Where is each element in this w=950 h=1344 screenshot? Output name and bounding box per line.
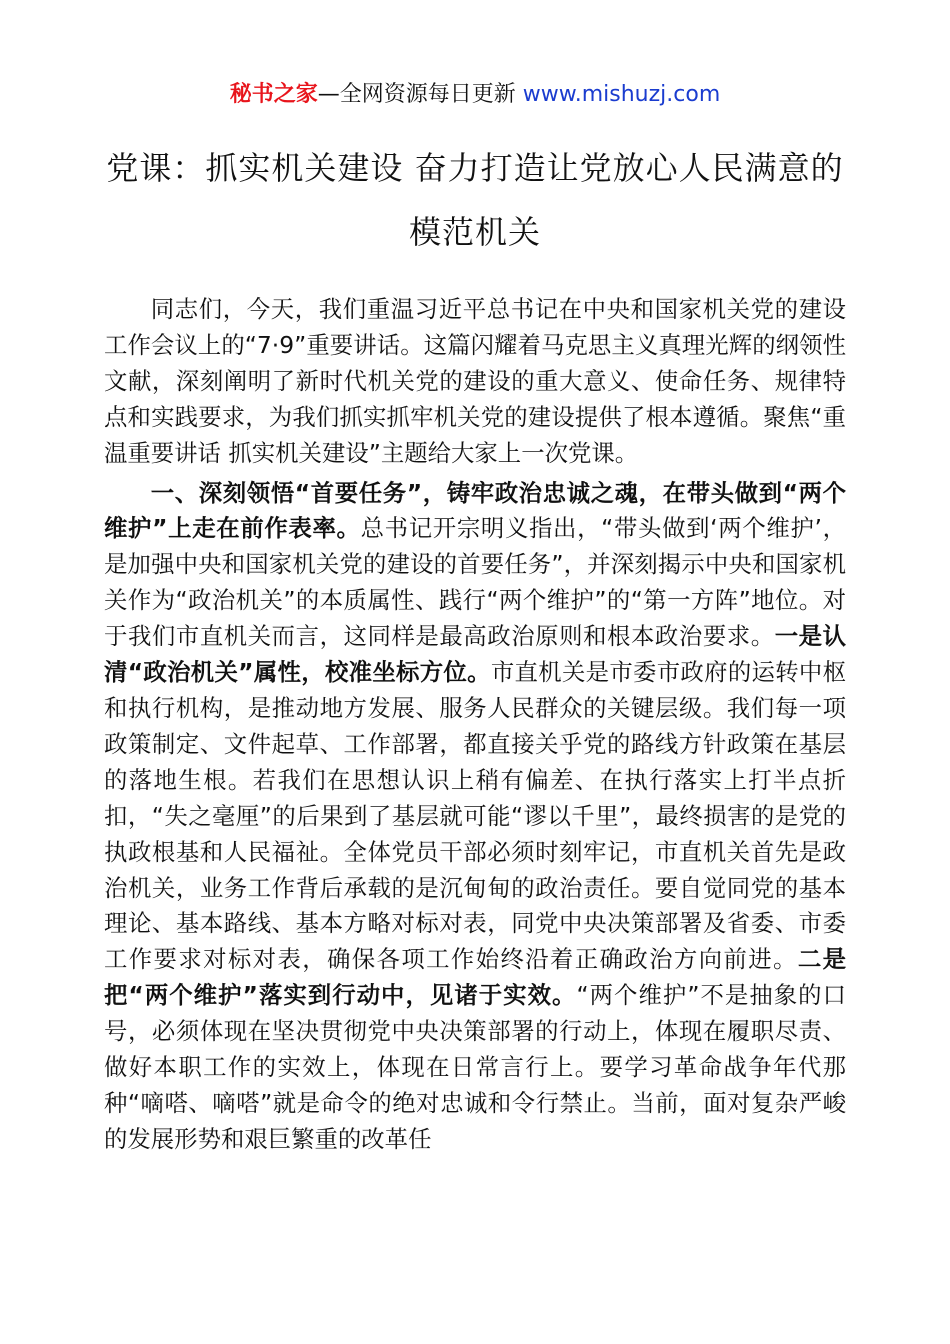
paragraph-intro: 同志们，今天，我们重温习近平总书记在中央和国家机关党的建设工作会议上的“7·9”重要讲话。这篇闪耀着马克思主义真理光辉的纲领性文献，深刻阐明了新时代机关党的建设的重大意义、使命任务、规律特点和实践要求，为我们抓实抓牢机关党的建设提供了根本遵循。聚焦“重温重要讲话 抓实机关建设”主题给大家上一次党课。: [104, 295, 846, 467]
paragraph-section-1: [104, 476, 846, 1158]
document-title: 党课：抓实机关建设 奋力打造让党放心人民满意的模范机关: [106, 149, 844, 251]
paragraph-text: “两个维护”不是抽象的口号，必须体现在坚决贯彻党中央决策部署的行动上，体现在履职尽责、做好本职工作的实效上，体现在日常言行上。要学习革命战争年代那种“嘀嗒、嘀嗒”就是命令的绝对忠诚和令行禁止。当前，面对复杂严峻的发展形势和艰巨繁重的改革任: [104, 981, 846, 1153]
sub-heading-2: 二是把“两个维护”落实到行动中，见诸于实效。: [104, 945, 846, 1010]
site-header: [0, 78, 950, 112]
site-brand: 秘书之家: [229, 82, 318, 107]
paragraph-text: 市直机关是市委市政府的运转中枢和执行机构，是推动地方发展、服务人民群众的关键层级。我们每一项政策制定、文件起草、工作部署，都直接关乎党的路线方针政策在基层的落地生根。若我们在思想认识上稍有偏差、在执行落实上打半点折扣，“失之毫厘”的后果到了基层就可能“谬以千里”，最终损害的是党的执政根基和人民福祉。全体党员干部必须时刻牢记，市直机关首先是政治机关，业务工作背后承载的是沉甸甸的政治责任。要自觉同党的基本理论、基本路线、基本方略对标对表，同党中央决策部署及省委、市委工作要求对标对表，确保各项工作始终沿着正确政治方向前进。: [104, 658, 847, 974]
site-url-link[interactable]: www.mishuzj.com: [522, 82, 721, 107]
section-heading: 一、深刻领悟“首要任务”，铸牢政治忠诚之魂，在带头做到“两个维护”上走在前作表率。: [104, 478, 846, 543]
sub-heading-1: 一是认清“政治机关”属性，校准坐标方位。: [104, 622, 847, 687]
site-tagline: —全网资源每日更新: [317, 82, 516, 107]
document-body: [104, 292, 846, 1158]
paragraph-text: 总书记开宗明义指出，“带头做到‘两个维护’，是加强中央和国家机关党的建设的首要任务”，并深刻揭示中央和国家机关作为“政治机关”的本质属性、践行“两个维护”的“第一方阵”地位。对于我们市直机关而言，这同样是最高政治原则和根本政治要求。: [104, 514, 846, 651]
